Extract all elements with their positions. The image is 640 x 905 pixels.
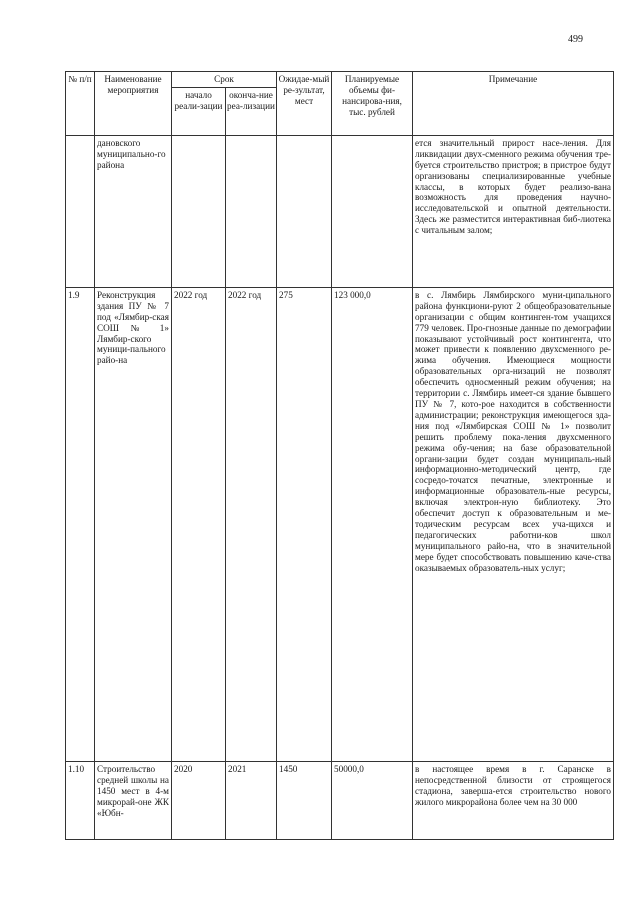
row-expected	[277, 135, 332, 287]
row-start: 2020	[172, 761, 226, 839]
row-num	[66, 135, 95, 287]
page-number: 499	[568, 34, 583, 45]
row-note: ется значительный прирост насе-ления. Для ликвидации двух-сменного режима обучения тре-буется строительство пристроя; в пристрое будут организованы специализированные учебные классы, в которых будет реализо-вана возможность для проведения научно-исследовательской и опытной деятельности. Здесь же разместится интерактивная биб-лиотека с читальным залом;	[413, 135, 614, 287]
header-name: Наименование мероприятия	[95, 72, 172, 136]
row-expected: 1450	[277, 761, 332, 839]
table-row	[66, 135, 614, 287]
row-name: дановского муниципально-го района	[95, 135, 172, 287]
header-num: № п/п	[66, 72, 95, 136]
row-expected: 275	[277, 287, 332, 761]
header-start: начало реали-зации	[172, 87, 226, 135]
row-end: 2022 год	[226, 287, 277, 761]
header-end: оконча-ние реа-лизации	[226, 87, 277, 135]
row-volume: 50000,0	[332, 761, 413, 839]
row-note: в настоящее время в г. Саранске в непосредственной близости от строящегося стадиона, заверша-ется строительство нового жилого микрорайона более чем на 30 000	[413, 761, 614, 839]
row-end	[226, 135, 277, 287]
row-end: 2021	[226, 761, 277, 839]
table-row	[66, 287, 614, 761]
header-term: Срок	[172, 72, 277, 88]
row-start	[172, 135, 226, 287]
row-volume: 123 000,0	[332, 287, 413, 761]
row-num: 1.10	[66, 761, 95, 839]
row-num: 1.9	[66, 287, 95, 761]
row-volume	[332, 135, 413, 287]
row-name: Реконструкция здания ПУ № 7 под «Лямбир-ская СОШ № 1» Лямбир-ского муници-пального райо-на	[95, 287, 172, 761]
header-expected: Ожидае-мый ре-зультат, мест	[277, 72, 332, 136]
header-volume: Планируемые объемы фи-нансирова-ния, тыс. рублей	[332, 72, 413, 136]
measures-table	[65, 71, 614, 840]
row-note: в с. Лямбирь Лямбирского муни-ципального района функциони-руют 2 общеобразовательные организации с общим континген-том учащихся 779 человек. Про-гнозные данные по демографии показывают устойчивый рост контингента, что может привести к появлению двухсменного ре-жима обучения. Имеющиеся мощности образовательных орга-низаций не позволят обеспечить односменный режим обучения; на территории с. Лямбирь имеет-ся здание бывшего ПУ № 7, кото-рое находится в собственности администрации; реконструкция имеющегося зда-ния под «Лямбирская СОШ № 1» позволит решить проблему пока-ления двухсменного режима обу-чения; на базе образовательной органи-зации будет создан муниципаль-ный информационно-методический центр, где сосредо-точатся печатные, электронные и информационные образователь-ные ресурсы, включая электрон-ную библиотеку. Это обеспечит доступ к образовательным и ме-тодическим ресурсам всех уча-щихся и педагогических работни-ков школ муниципального райо-на, что в значительной мере будет способствовать повышению каче-ства оказываемых образователь-ных услуг;	[413, 287, 614, 761]
row-start: 2022 год	[172, 287, 226, 761]
row-name: Строительство средней школы на 1450 мест в 4-м микрорай-оне ЖК «Юбн-	[95, 761, 172, 839]
header-note: Примечание	[413, 72, 614, 136]
table-row	[66, 761, 614, 839]
